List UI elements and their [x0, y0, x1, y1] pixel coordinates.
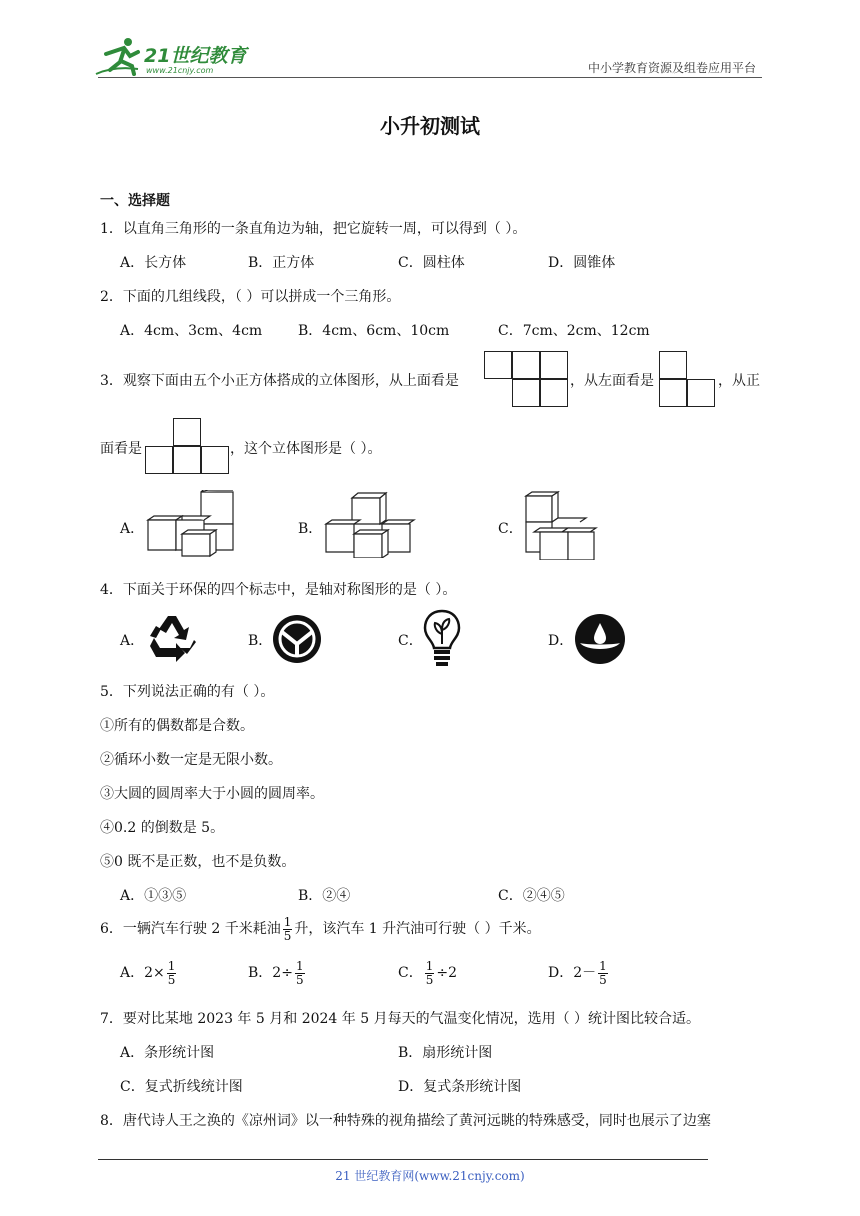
cube-figure-b [324, 490, 416, 558]
option-label: D． [548, 965, 574, 981]
q1-stem: 1．以直角三角形的一条直角边为轴，把它旋转一周，可以得到（ ）。 [100, 221, 527, 237]
q6-stem [100, 914, 541, 944]
q4-option-d[interactable]: D． [548, 633, 574, 649]
option-label: C． [398, 965, 423, 981]
q3-option-c[interactable]: C． [498, 521, 523, 537]
fraction-denominator: 5 [425, 972, 434, 987]
runner-logo-icon [96, 38, 138, 74]
q4-stem: 4．下面关于环保的四个标志中，是轴对称图形的是（ ）。 [100, 582, 457, 598]
q3-stem-part4: 面看是 [100, 441, 142, 457]
q3-stem-part5: ，这个立体图形是（ ）。 [230, 441, 382, 457]
q3-stem-part3: ，从正 [718, 373, 760, 389]
logo-main-text: 21世纪教育 [144, 45, 247, 67]
q6-stem-part2: 升，该汽车 1 升汽油可行驶（ ）千米。 [294, 921, 541, 937]
fraction-numerator: 1 [283, 914, 292, 929]
q5-statement-5: ⑤0 既不是正数，也不是负数。 [100, 854, 296, 870]
lightbulb-icon [422, 608, 462, 668]
fraction-denominator: 5 [167, 972, 176, 987]
q6-option-a[interactable] [120, 958, 178, 988]
q6-option-d[interactable] [548, 958, 610, 988]
q7-option-d[interactable]: D．复式条形统计图 [398, 1079, 522, 1095]
header-right-text: 中小学教育资源及组卷应用平台 [587, 61, 756, 75]
q5-statement-4: ④0.2 的倒数是 5。 [100, 820, 225, 836]
fraction-numerator: 1 [167, 958, 176, 973]
q8-stem: 8．唐代诗人王之涣的《凉州词》以一种特殊的视角描绘了黄河远眺的特殊感受，同时也展示了边塞 [100, 1113, 711, 1129]
q5-option-c[interactable]: C．②④⑤ [498, 888, 565, 904]
q6-fraction [283, 916, 293, 943]
q3-stem-part1: 3．观察下面由五个小正方体搭成的立体图形，从上面看是 [100, 373, 459, 389]
cube-figure-a [146, 490, 238, 558]
expr-fraction [167, 960, 177, 987]
q2-option-b[interactable]: B．4cm、6cm、10cm [298, 323, 450, 339]
fraction-numerator: 1 [425, 958, 434, 973]
expr-fraction [295, 960, 305, 987]
fraction-denominator: 5 [283, 928, 292, 943]
q3-option-b[interactable]: B． [298, 521, 323, 537]
footer-text[interactable]: 21 世纪教育网(www.21cnjy.com) [335, 1169, 525, 1183]
q2-option-c[interactable]: C．7cm、2cm、12cm [498, 323, 650, 339]
q3-option-a[interactable]: A． [120, 521, 145, 537]
water-drop-icon [574, 613, 626, 665]
q3-stem-part2: ，从左面看是 [570, 373, 654, 389]
q1-option-c[interactable]: C．圆柱体 [398, 255, 465, 271]
section-heading: 一、选择题 [100, 193, 170, 209]
q1-option-a[interactable]: A．长方体 [120, 255, 187, 271]
expr-fraction [425, 960, 435, 987]
logo-url-text: www.21cnjy.com [146, 66, 214, 75]
expr-pre: 2× [144, 965, 165, 981]
cube-figure-c [524, 490, 600, 560]
q7-stem: 7．要对比某地 2023 年 5 月和 2024 年 5 月每天的气温变化情况，选用（ ）统计图比较合适。 [100, 1011, 701, 1027]
expr-pre: 2－ [573, 965, 597, 981]
fraction-denominator: 5 [295, 972, 304, 987]
recycle-icon [146, 612, 198, 664]
q4-option-a[interactable]: A． [120, 633, 145, 649]
expr-fraction [598, 960, 608, 987]
q2-stem: 2．下面的几组线段，（ ）可以拼成一个三角形。 [100, 289, 401, 305]
expr-post: ÷2 [436, 965, 457, 981]
q7-option-b[interactable]: B．扇形统计图 [398, 1045, 493, 1061]
q5-option-b[interactable]: B．②④ [298, 888, 351, 904]
q1-option-b[interactable]: B．正方体 [248, 255, 315, 271]
fraction-numerator: 1 [295, 958, 304, 973]
q6-option-b[interactable] [248, 958, 307, 988]
q1-option-d[interactable]: D．圆锥体 [548, 255, 616, 271]
q5-option-a[interactable]: A．①③⑤ [120, 888, 187, 904]
fraction-denominator: 5 [599, 972, 607, 987]
logo [94, 36, 264, 78]
footer-rule [98, 1159, 708, 1160]
q5-statement-3: ③大圆的圆周率大于小圆的圆周率。 [100, 786, 324, 802]
q5-statement-1: ①所有的偶数都是合数。 [100, 718, 254, 734]
header-rule [98, 77, 762, 78]
expr-pre: 2÷ [272, 965, 293, 981]
page-title: 小升初测试 [380, 114, 480, 138]
q4-option-c[interactable]: C． [398, 633, 423, 649]
q5-statement-2: ②循环小数一定是无限小数。 [100, 752, 282, 768]
fraction-numerator: 1 [599, 958, 607, 973]
q7-option-c[interactable]: C．复式折线统计图 [120, 1079, 243, 1095]
q7-option-a[interactable]: A．条形统计图 [120, 1045, 215, 1061]
q2-option-a[interactable]: A．4cm、3cm、4cm [120, 323, 263, 339]
option-label: B． [248, 965, 273, 981]
q6-stem-part1: 6．一辆汽车行驶 2 千米耗油 [100, 921, 281, 937]
q4-option-b[interactable]: B． [248, 633, 273, 649]
shield-circle-icon [272, 614, 322, 664]
option-label: A． [120, 965, 145, 981]
q6-option-c[interactable] [398, 958, 457, 988]
q5-stem: 5．下列说法正确的有（ ）。 [100, 684, 275, 700]
